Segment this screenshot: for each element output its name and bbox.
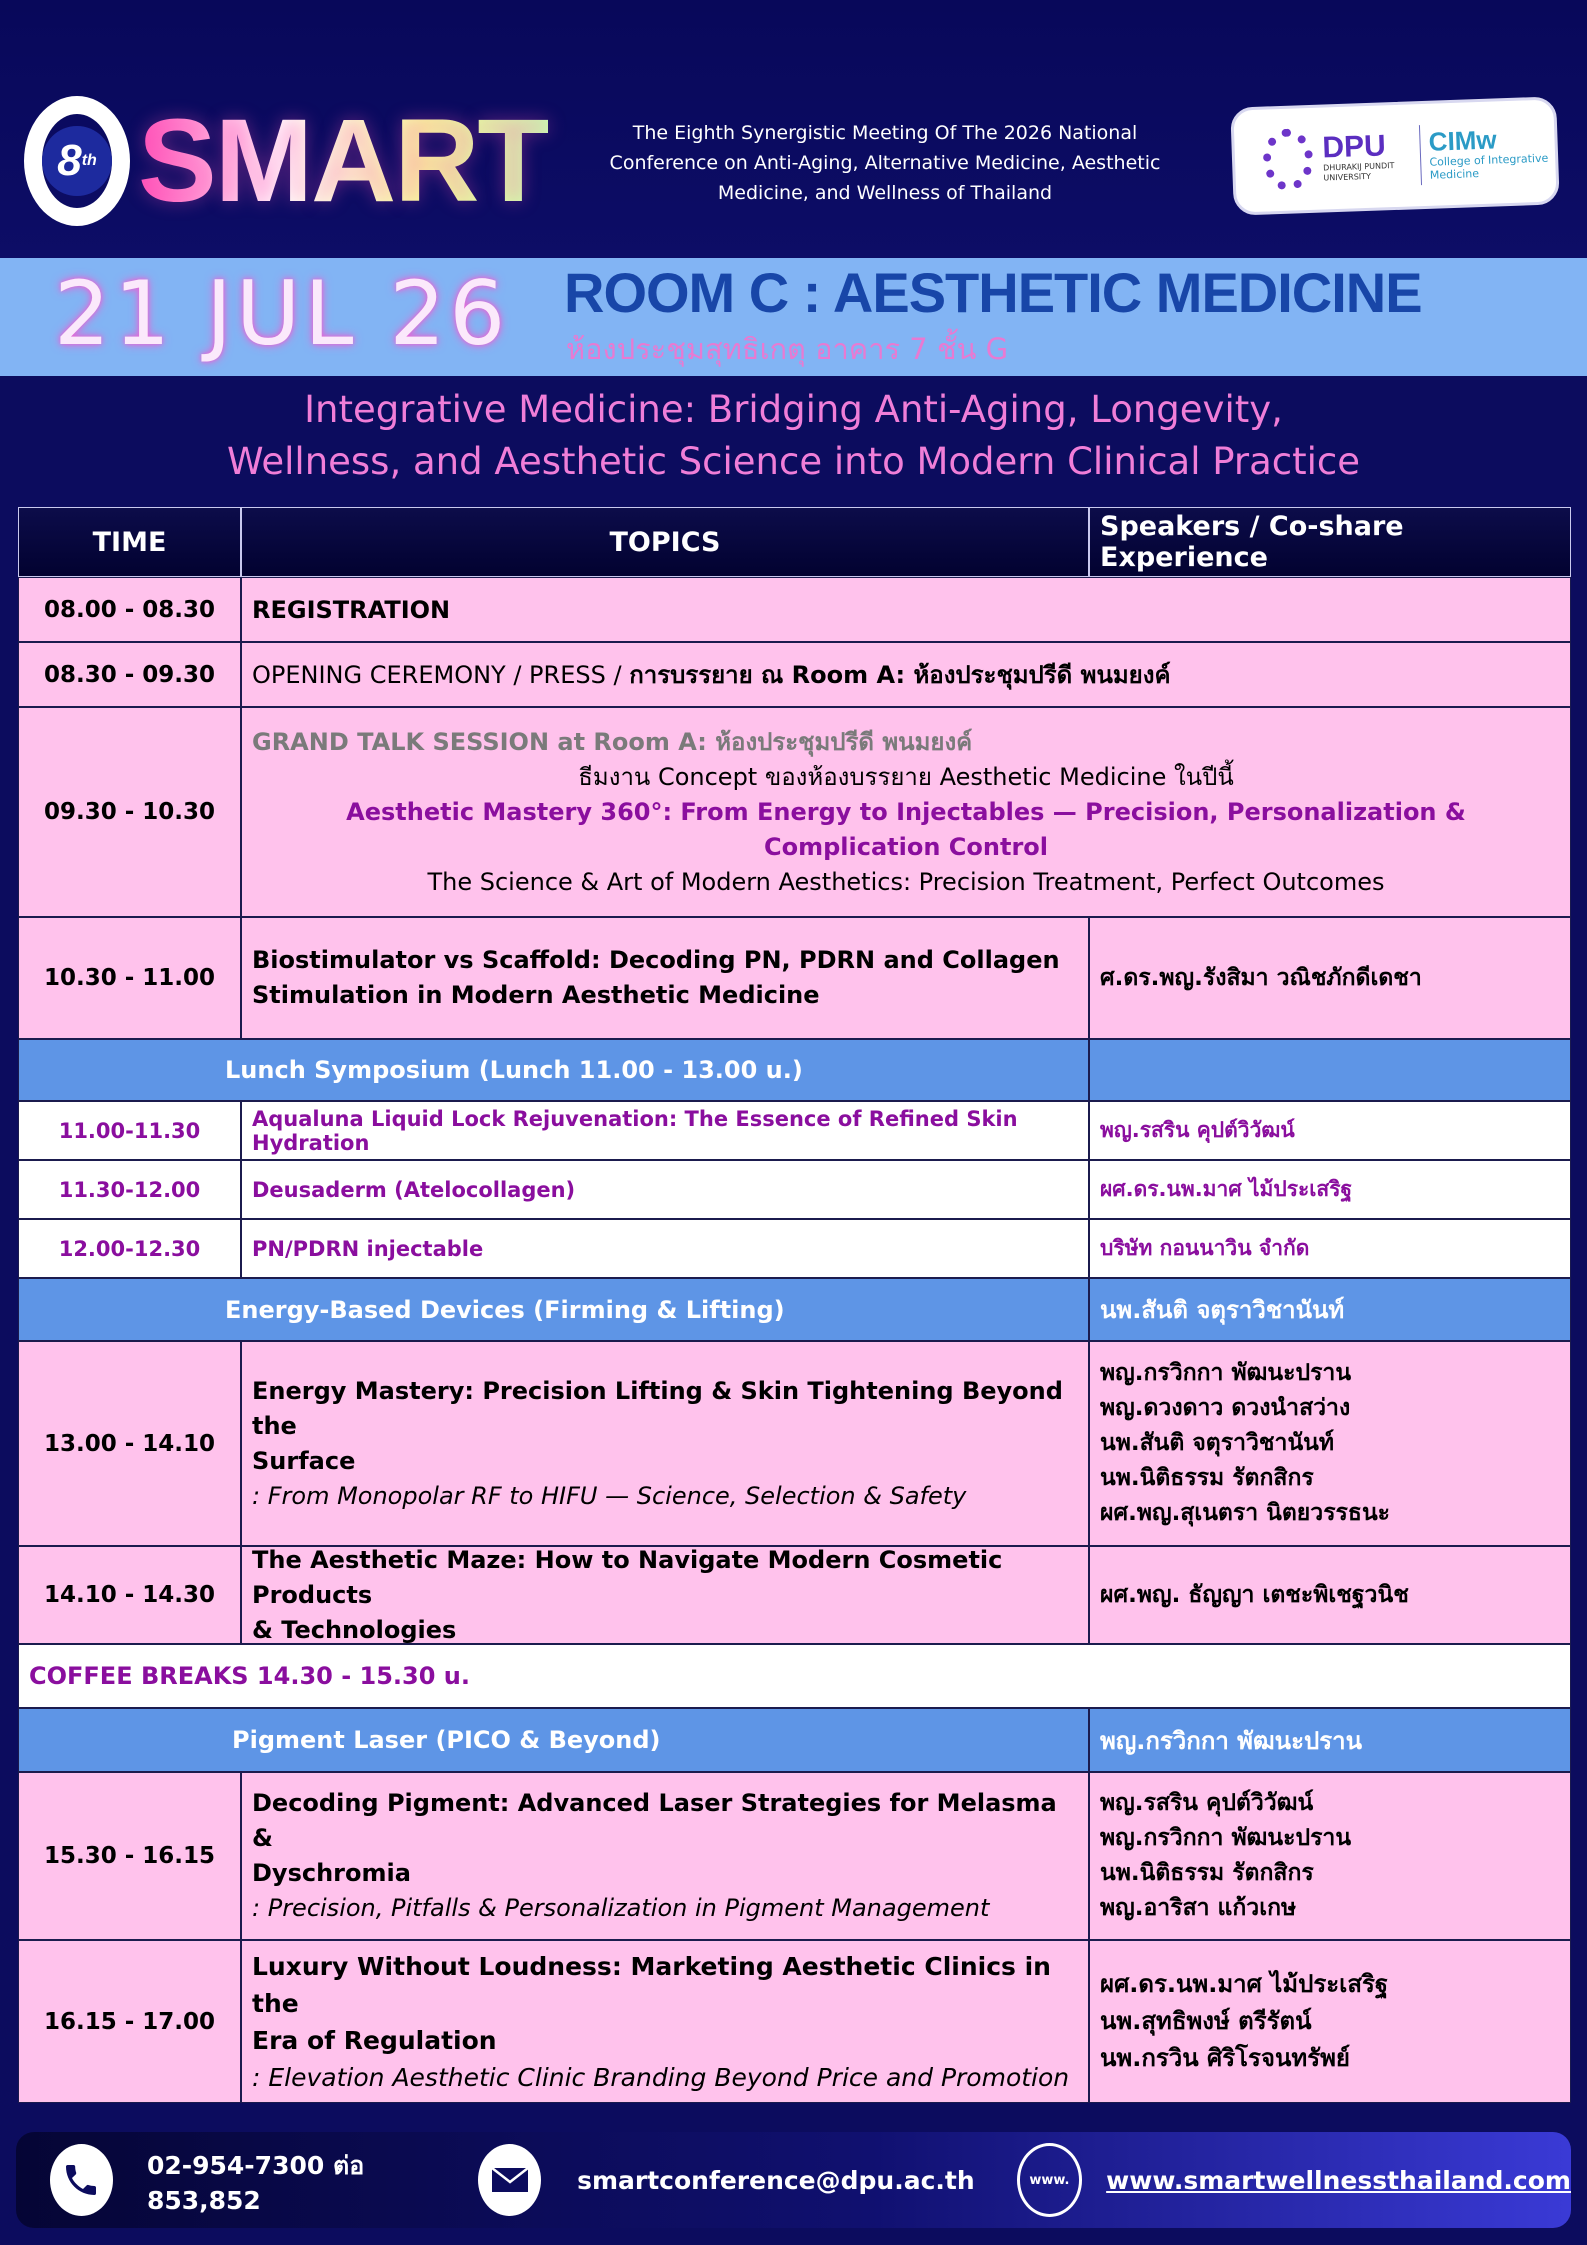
topic-cell (241, 917, 1089, 1039)
speaker-name: พญ.รสริน คุปต์วิวัฒน์ (1100, 1790, 1314, 1816)
dpu-label-text: DPU (1321, 129, 1387, 165)
topic-cell (241, 1341, 1089, 1546)
phone-number[interactable]: 02-954-7300 ต่อ 853,852 (146, 2150, 365, 2215)
topic-cell: PN/PDRN injectable (241, 1219, 1089, 1278)
section-label: Energy-Based Devices (Firming & Lifting) (18, 1278, 1089, 1341)
theme-line-1: Integrative Medicine: Bridging Anti-Aging, Longevity, (304, 388, 1283, 431)
topic-line: Dyschromia (252, 1859, 411, 1887)
topic-cell: Aqualuna Liquid Lock Rejuvenation: The Essence of Refined Skin Hydration (241, 1101, 1089, 1160)
header-speakers: Speakers / Co-share Experience (1089, 507, 1571, 577)
grand-talk-theme-1: Aesthetic Mastery 360°: From Energy to Injectables — Precision, Personalization & (346, 797, 1466, 826)
contact-footer (16, 2132, 1571, 2228)
time-cell: 08.00 - 08.30 (18, 577, 241, 642)
table-row (18, 1546, 1571, 1644)
speaker-cell: ผศ.ดร.นพ.มาศ ไม้ประเสริฐ (1089, 1160, 1571, 1219)
grand-talk-title: GRAND TALK SESSION at Room A: ห้องประชุมปรีดี พนมยงค์ (252, 727, 973, 756)
conference-description: The Eighth Synergistic Meeting Of The 2026 National Conference on Anti-Aging, Alternative Medicine, Aesthetic Medicine, and Wellness of Thailand (609, 122, 1161, 204)
grand-talk-theme-2: Complication Control (763, 832, 1048, 861)
topic-cell (241, 1546, 1089, 1644)
mail-glyph (490, 2165, 530, 2195)
globe-icon: www. (1017, 2143, 1082, 2217)
time-cell: 10.30 - 11.00 (18, 917, 241, 1039)
topic-cell (241, 642, 1571, 707)
section-row-pigment (18, 1708, 1571, 1772)
speaker-cell: ศ.ดร.พญ.รังสิมา วณิชภักดีเดชา (1089, 917, 1571, 1039)
phone-icon (50, 2144, 113, 2216)
topic-cell (241, 1940, 1089, 2103)
speaker-name: นพ.สุทธิพงษ์ ตรีรัตน์ (1100, 2007, 1312, 2035)
header-time: TIME (18, 507, 241, 577)
section-label: Lunch Symposium (Lunch 11.00 - 13.00 u.) (18, 1039, 1089, 1101)
section-moderator: พญ.กรวิกกา พัฒนะปราน (1089, 1708, 1571, 1772)
dpu-label (1322, 130, 1413, 183)
coffee-break-label: COFFEE BREAKS 14.30 - 15.30 u. (18, 1644, 1571, 1708)
opening-venue: การบรรยาย ณ Room A: ห้องประชุมปรีดี พนมยงค์ (629, 661, 1171, 689)
event-date: 21 JUL 26 (54, 262, 510, 365)
phone-glyph (61, 2160, 101, 2200)
table-header (18, 507, 1571, 577)
room-title: ROOM C : AESTHETIC MEDICINE (564, 261, 1422, 324)
topic-line: Era of Regulation (252, 2025, 497, 2055)
website-link[interactable]: www.smartwellnessthailand.com (1106, 2165, 1571, 2195)
speaker-cell: พญ.รสริน คุปต์วิวัฒน์ (1089, 1101, 1571, 1160)
conference-theme (0, 384, 1587, 488)
opening-topic: OPENING CEREMONY / PRESS / (252, 660, 630, 689)
logo-divider (1419, 125, 1423, 185)
time-cell: 14.10 - 14.30 (18, 1546, 241, 1644)
speaker-name: พญ.กรวิกกา พัฒนะปราน (1100, 1360, 1352, 1386)
speaker-cell (1089, 1341, 1571, 1546)
table-row (18, 707, 1571, 917)
table-row (18, 1160, 1571, 1219)
section-moderator: นพ.สันติ จตุราวิชานันท์ (1089, 1278, 1571, 1341)
header (0, 0, 1587, 258)
grand-talk-concept: ธีมงาน Concept ของห้องบรรยาย Aesthetic Medicine ในปีนี้ (578, 762, 1234, 791)
topic-cell (241, 707, 1571, 917)
topic-cell: REGISTRATION (241, 577, 1571, 642)
mail-icon (478, 2144, 541, 2216)
table-row (18, 1219, 1571, 1278)
speaker-name: นพ.นิติธรรม รัตกสิกร (1100, 1860, 1314, 1886)
section-moderator (1089, 1039, 1571, 1101)
topic-line: & Technologies (252, 1615, 457, 1644)
table-row (18, 1772, 1571, 1940)
cimw-label (1428, 123, 1556, 181)
speaker-cell (1089, 1940, 1571, 2103)
speaker-name: นพ.สันติ จตุราวิชานันท์ (1100, 1430, 1335, 1456)
logo-word: SMART (138, 95, 548, 227)
grand-talk-subtitle: The Science & Art of Modern Aesthetics: Precision Treatment, Perfect Outcomes (427, 867, 1385, 896)
speaker-name: นพ.นิติธรรม รัตกสิกร (1100, 1465, 1314, 1491)
smart-logo (24, 95, 548, 227)
time-cell: 09.30 - 10.30 (18, 707, 241, 917)
table-row (18, 1940, 1571, 2103)
logo-number (42, 126, 112, 196)
time-cell: 08.30 - 09.30 (18, 642, 241, 707)
cimw-sub-text: College of Integrative Medicine (1429, 151, 1549, 182)
speaker-cell: บริษัท กอนนาวิน จำกัด (1089, 1219, 1571, 1278)
topic-subtitle: : Precision, Pitfalls & Personalization in Pigment Management (252, 1894, 990, 1922)
logo-number-text: 8 (57, 136, 82, 185)
time-cell: 12.00-12.30 (18, 1219, 241, 1278)
speaker-name: ผศ.ดร.นพ.มาศ ไม้ประเสริฐ (1100, 1970, 1389, 1998)
cimw-label-text: CIMw (1428, 124, 1498, 157)
speaker-name: พญ.กรวิกกา พัฒนะปราน (1100, 1825, 1352, 1851)
section-row-lunch (18, 1039, 1571, 1101)
table-row (18, 577, 1571, 642)
time-cell: 11.30-12.00 (18, 1160, 241, 1219)
topic-line: The Aesthetic Maze: How to Navigate Modern Cosmetic Products (252, 1545, 1003, 1609)
speaker-name: ผศ.พญ.สุเนตรา นิตยวรรธนะ (1100, 1500, 1391, 1526)
topic-cell: Deusaderm (Atelocollagen) (241, 1160, 1089, 1219)
topic-line: Surface (252, 1446, 356, 1475)
speaker-cell (1089, 1772, 1571, 1940)
dpu-star-logo (1262, 128, 1314, 192)
section-label: Pigment Laser (PICO & Beyond) (18, 1708, 1089, 1772)
topic-line: Decoding Pigment: Advanced Laser Strategies for Melasma & (252, 1789, 1057, 1852)
speaker-name: พญ.อาริสา แก้วเกษ (1100, 1895, 1297, 1921)
table-row (18, 917, 1571, 1039)
topic-subtitle: : Elevation Aesthetic Clinic Branding Beyond Price and Promotion (252, 2062, 1070, 2092)
time-cell: 11.00-11.30 (18, 1101, 241, 1160)
section-row-energy (18, 1278, 1571, 1341)
speaker-name: นพ.กรวิน ศิริโรจนทรัพย์ (1100, 2044, 1350, 2072)
dpu-cimw-logo (1230, 96, 1560, 215)
email-address[interactable]: smartconference@dpu.ac.th (577, 2165, 975, 2195)
table-row (18, 642, 1571, 707)
speaker-cell: ผศ.พญ. ธัญญา เตชะพิเชฐวนิช (1089, 1546, 1571, 1644)
header-topics: TOPICS (241, 507, 1089, 577)
logo-ring (24, 96, 130, 226)
topic-line: Biostimulator vs Scaffold: Decoding PN, PDRN and Collagen (252, 946, 1060, 974)
topic-cell (241, 1772, 1089, 1940)
coffee-break-row (18, 1644, 1571, 1708)
topic-line: Luxury Without Loudness: Marketing Aesthetic Clinics in the (252, 1951, 1051, 2018)
time-cell: 15.30 - 16.15 (18, 1772, 241, 1940)
speaker-name: พญ.ดวงดาว ดวงนำสว่าง (1100, 1395, 1351, 1421)
theme-line-2: Wellness, and Aesthetic Science into Modern Clinical Practice (226, 440, 1361, 483)
topic-line: Energy Mastery: Precision Lifting & Skin Tightening Beyond the (252, 1376, 1063, 1440)
topic-line: Stimulation in Modern Aesthetic Medicine (252, 981, 820, 1009)
room-location: ห้องประชุมสุทธิเกตุ อาคาร 7 ชั้น G (566, 332, 1009, 366)
table-row (18, 1101, 1571, 1160)
topic-subtitle: : From Monopolar RF to HIFU — Science, Selection & Safety (252, 1481, 967, 1510)
table-row (18, 1341, 1571, 1546)
time-cell: 16.15 - 17.00 (18, 1940, 241, 2103)
time-cell: 13.00 - 14.10 (18, 1341, 241, 1546)
dpu-sub-text: DHURAKIJ PUNDIT UNIVERSITY (1322, 161, 1395, 183)
logo-sup: th (81, 152, 97, 169)
